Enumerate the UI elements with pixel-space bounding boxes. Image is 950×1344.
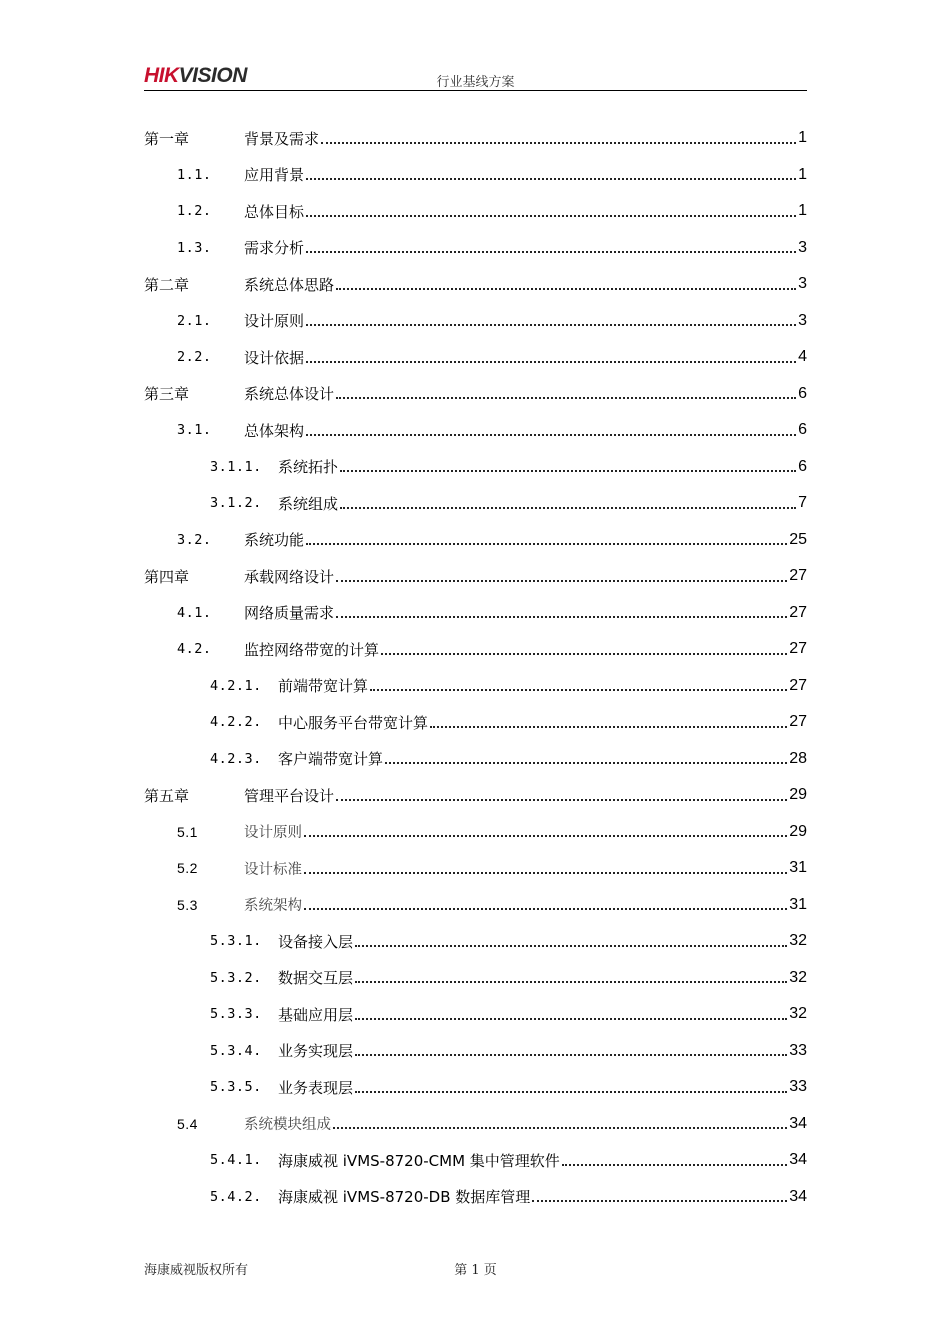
toc-entry-page-number: 29 (789, 822, 807, 840)
toc-entry-page-number: 4 (798, 348, 807, 366)
toc-entry-title: 前端带宽计算 (278, 677, 369, 696)
toc-entry-title: 系统功能 (244, 531, 305, 550)
toc-entry-page-number: 27 (789, 603, 807, 621)
toc-entry-title: 设备接入层 (278, 932, 354, 951)
toc-dot-leader (355, 1017, 787, 1020)
toc-entry-page-number: 3 (798, 238, 807, 256)
toc-entry-number: 5.3.5. (210, 1079, 262, 1096)
toc-entry-number: 第二章 (144, 275, 190, 294)
toc-entry-page-number: 34 (789, 1151, 807, 1169)
toc-entry-page-number: 31 (789, 895, 807, 913)
toc-dot-leader (336, 396, 796, 399)
toc-entry[interactable] (144, 595, 807, 632)
toc-entry-number: 3.1.1. (210, 458, 262, 475)
toc-entry-title: 设计依据 (244, 348, 305, 367)
toc-entry-number: 5.4 (177, 1115, 198, 1132)
toc-entry-number: 5.4.2. (210, 1188, 262, 1205)
toc-entry-number: 5.3.2. (210, 969, 262, 986)
page-footer (144, 1259, 807, 1279)
toc-entry-title: 系统总体思路 (244, 275, 335, 294)
toc-entry-page-number: 32 (789, 968, 807, 986)
toc-entry-title: 客户端带宽计算 (278, 750, 384, 769)
toc-entry[interactable] (144, 266, 807, 303)
toc-entry-page-number: 34 (789, 1114, 807, 1132)
toc-entry-page-number: 33 (789, 1078, 807, 1096)
toc-entry-number: 4.2.3. (210, 750, 262, 767)
toc-entry-page-number: 6 (798, 421, 807, 439)
toc-dot-leader (355, 1053, 787, 1056)
toc-entry[interactable] (144, 376, 807, 413)
toc-entry-title: 基础应用层 (278, 1005, 354, 1024)
toc-entry-page-number: 32 (789, 1005, 807, 1023)
toc-entry-title: 系统总体设计 (244, 385, 335, 404)
toc-entry-page-number: 33 (789, 1041, 807, 1059)
toc-entry-number: 5.1 (177, 823, 198, 840)
toc-dot-leader (306, 360, 796, 363)
header-title: 行业基线方案 (436, 75, 515, 90)
toc-entry-title: 数据交互层 (278, 969, 354, 988)
toc-entry-title: 管理平台设计 (244, 786, 335, 805)
toc-entry-page-number: 32 (789, 932, 807, 950)
toc-dot-leader (340, 506, 796, 509)
toc-entry[interactable] (144, 960, 807, 997)
toc-dot-leader (336, 287, 796, 290)
toc-entry-page-number: 34 (789, 1187, 807, 1205)
toc-dot-leader (304, 871, 787, 874)
toc-entry[interactable] (144, 923, 807, 960)
toc-entry-title: 设计原则 (244, 312, 305, 331)
toc-dot-leader (336, 579, 787, 582)
toc-entry-number: 3.1. (177, 422, 212, 439)
toc-entry-number: 1.2. (177, 203, 212, 220)
toc-dot-leader (385, 761, 787, 764)
toc-dot-leader (333, 1126, 787, 1129)
toc-entry-number: 3.2. (177, 531, 212, 548)
toc-entry[interactable] (144, 668, 807, 705)
toc-dot-leader (355, 980, 787, 983)
toc-entry-page-number: 28 (789, 749, 807, 767)
toc-entry-title: 业务实现层 (278, 1042, 354, 1061)
toc-entry-title: 总体架构 (244, 421, 305, 440)
toc-dot-leader (306, 542, 787, 545)
toc-entry-title: 设计标准 (244, 861, 302, 878)
toc-dot-leader (370, 688, 787, 691)
toc-entry-page-number: 1 (798, 129, 807, 147)
toc-dot-leader (340, 469, 796, 472)
toc-entry-number: 1.1. (177, 166, 212, 183)
toc-dot-leader (306, 177, 796, 180)
toc-entry-title: 设计原则 (244, 825, 302, 842)
logo-red-text: HIK (144, 64, 179, 87)
toc-entry-number: 4.2. (177, 641, 212, 658)
toc-entry-number: 4.2.1. (210, 677, 262, 694)
toc-dot-leader (306, 433, 796, 436)
toc-entry-page-number: 3 (798, 275, 807, 293)
toc-entry-page-number: 25 (789, 530, 807, 548)
toc-entry[interactable] (144, 522, 807, 559)
toc-entry-page-number: 3 (798, 311, 807, 329)
toc-entry[interactable] (144, 1069, 807, 1106)
toc-entry[interactable] (144, 339, 807, 376)
logo-dark-text: VISION (178, 64, 247, 87)
toc-entry-number: 第五章 (144, 786, 190, 805)
toc-entry-number: 5.3 (177, 896, 198, 913)
toc-entry[interactable] (144, 1142, 807, 1179)
toc-entry-page-number: 27 (789, 567, 807, 585)
toc-dot-leader (304, 907, 787, 910)
toc-entry-page-number: 1 (798, 202, 807, 220)
toc-entry[interactable] (144, 996, 807, 1033)
toc-entry-page-number: 6 (798, 384, 807, 402)
toc-entry-number: 4.1. (177, 604, 212, 621)
toc-entry[interactable] (144, 230, 807, 267)
toc-entry-title: 需求分析 (244, 239, 305, 258)
toc-dot-leader (562, 1163, 787, 1166)
toc-entry[interactable] (144, 412, 807, 449)
toc-entry-number: 2.2. (177, 349, 212, 366)
toc-entry-title: 系统拓扑 (278, 458, 339, 477)
toc-entry[interactable] (144, 449, 807, 486)
toc-entry-number: 2.1. (177, 312, 212, 329)
footer-page-number: 第 1 页 (454, 1263, 497, 1278)
table-of-contents (144, 120, 807, 1215)
toc-entry-number: 4.2.2. (210, 714, 262, 731)
toc-entry-page-number: 7 (798, 494, 807, 512)
toc-entry[interactable] (144, 1033, 807, 1070)
toc-dot-leader (336, 798, 787, 801)
toc-entry[interactable] (144, 193, 807, 230)
toc-entry-number: 5.3.3. (210, 1006, 262, 1023)
toc-entry-title: 总体目标 (244, 202, 305, 221)
toc-entry-title: 背景及需求 (244, 129, 320, 148)
toc-entry[interactable] (144, 303, 807, 340)
toc-entry-title: 监控网络带宽的计算 (244, 640, 380, 659)
toc-entry-number: 第四章 (144, 567, 190, 586)
toc-entry[interactable] (144, 157, 807, 194)
toc-entry-number: 5.4.1. (210, 1152, 262, 1169)
toc-dot-leader (306, 250, 796, 253)
toc-entry-number: 5.3.4. (210, 1042, 262, 1059)
toc-dot-leader (336, 615, 787, 618)
toc-entry-page-number: 27 (789, 713, 807, 731)
toc-entry-number: 1.3. (177, 239, 212, 256)
footer-copyright: 海康威视版权所有 (144, 1263, 249, 1278)
toc-entry-page-number: 1 (798, 165, 807, 183)
toc-entry-title: 中心服务平台带宽计算 (278, 713, 429, 732)
toc-dot-leader (532, 1199, 787, 1202)
toc-entry[interactable] (144, 887, 807, 924)
toc-entry[interactable] (144, 814, 807, 851)
toc-entry[interactable] (144, 558, 807, 595)
toc-dot-leader (306, 214, 796, 217)
toc-entry[interactable] (144, 1179, 807, 1216)
toc-entry-title: 海康威视 iVMS-8720-DB 数据库管理 (278, 1188, 531, 1207)
toc-entry[interactable] (144, 704, 807, 741)
toc-entry-title: 系统模块组成 (244, 1117, 331, 1134)
toc-entry-title: 承载网络设计 (244, 567, 335, 586)
toc-entry-number: 5.3.1. (210, 933, 262, 950)
toc-dot-leader (355, 944, 787, 947)
toc-entry-title: 系统组成 (278, 494, 339, 513)
toc-entry[interactable] (144, 741, 807, 778)
toc-entry-title: 业务表现层 (278, 1078, 354, 1097)
toc-entry-title: 系统架构 (244, 898, 302, 915)
toc-dot-leader (304, 834, 787, 837)
toc-entry-page-number: 31 (789, 859, 807, 877)
toc-entry-number: 第三章 (144, 385, 190, 404)
toc-entry-page-number: 27 (789, 640, 807, 658)
toc-entry-page-number: 29 (789, 786, 807, 804)
toc-entry-number: 第一章 (144, 129, 190, 148)
toc-entry-number: 5.2 (177, 860, 198, 877)
toc-entry[interactable] (144, 631, 807, 668)
toc-entry[interactable] (144, 485, 807, 522)
toc-dot-leader (381, 652, 787, 655)
toc-entry-number: 3.1.2. (210, 495, 262, 512)
toc-entry-page-number: 27 (789, 676, 807, 694)
toc-dot-leader (355, 1090, 787, 1093)
toc-entry-title: 网络质量需求 (244, 604, 335, 623)
toc-dot-leader (430, 725, 787, 728)
toc-entry-page-number: 6 (798, 457, 807, 475)
toc-dot-leader (321, 141, 796, 144)
toc-entry-title: 海康威视 iVMS-8720-CMM 集中管理软件 (278, 1151, 560, 1170)
toc-dot-leader (306, 323, 796, 326)
toc-entry[interactable] (144, 850, 807, 887)
toc-entry[interactable] (144, 1106, 807, 1143)
toc-entry[interactable] (144, 120, 807, 157)
toc-entry[interactable] (144, 777, 807, 814)
page-header (144, 62, 807, 91)
toc-entry-title: 应用背景 (244, 166, 305, 185)
